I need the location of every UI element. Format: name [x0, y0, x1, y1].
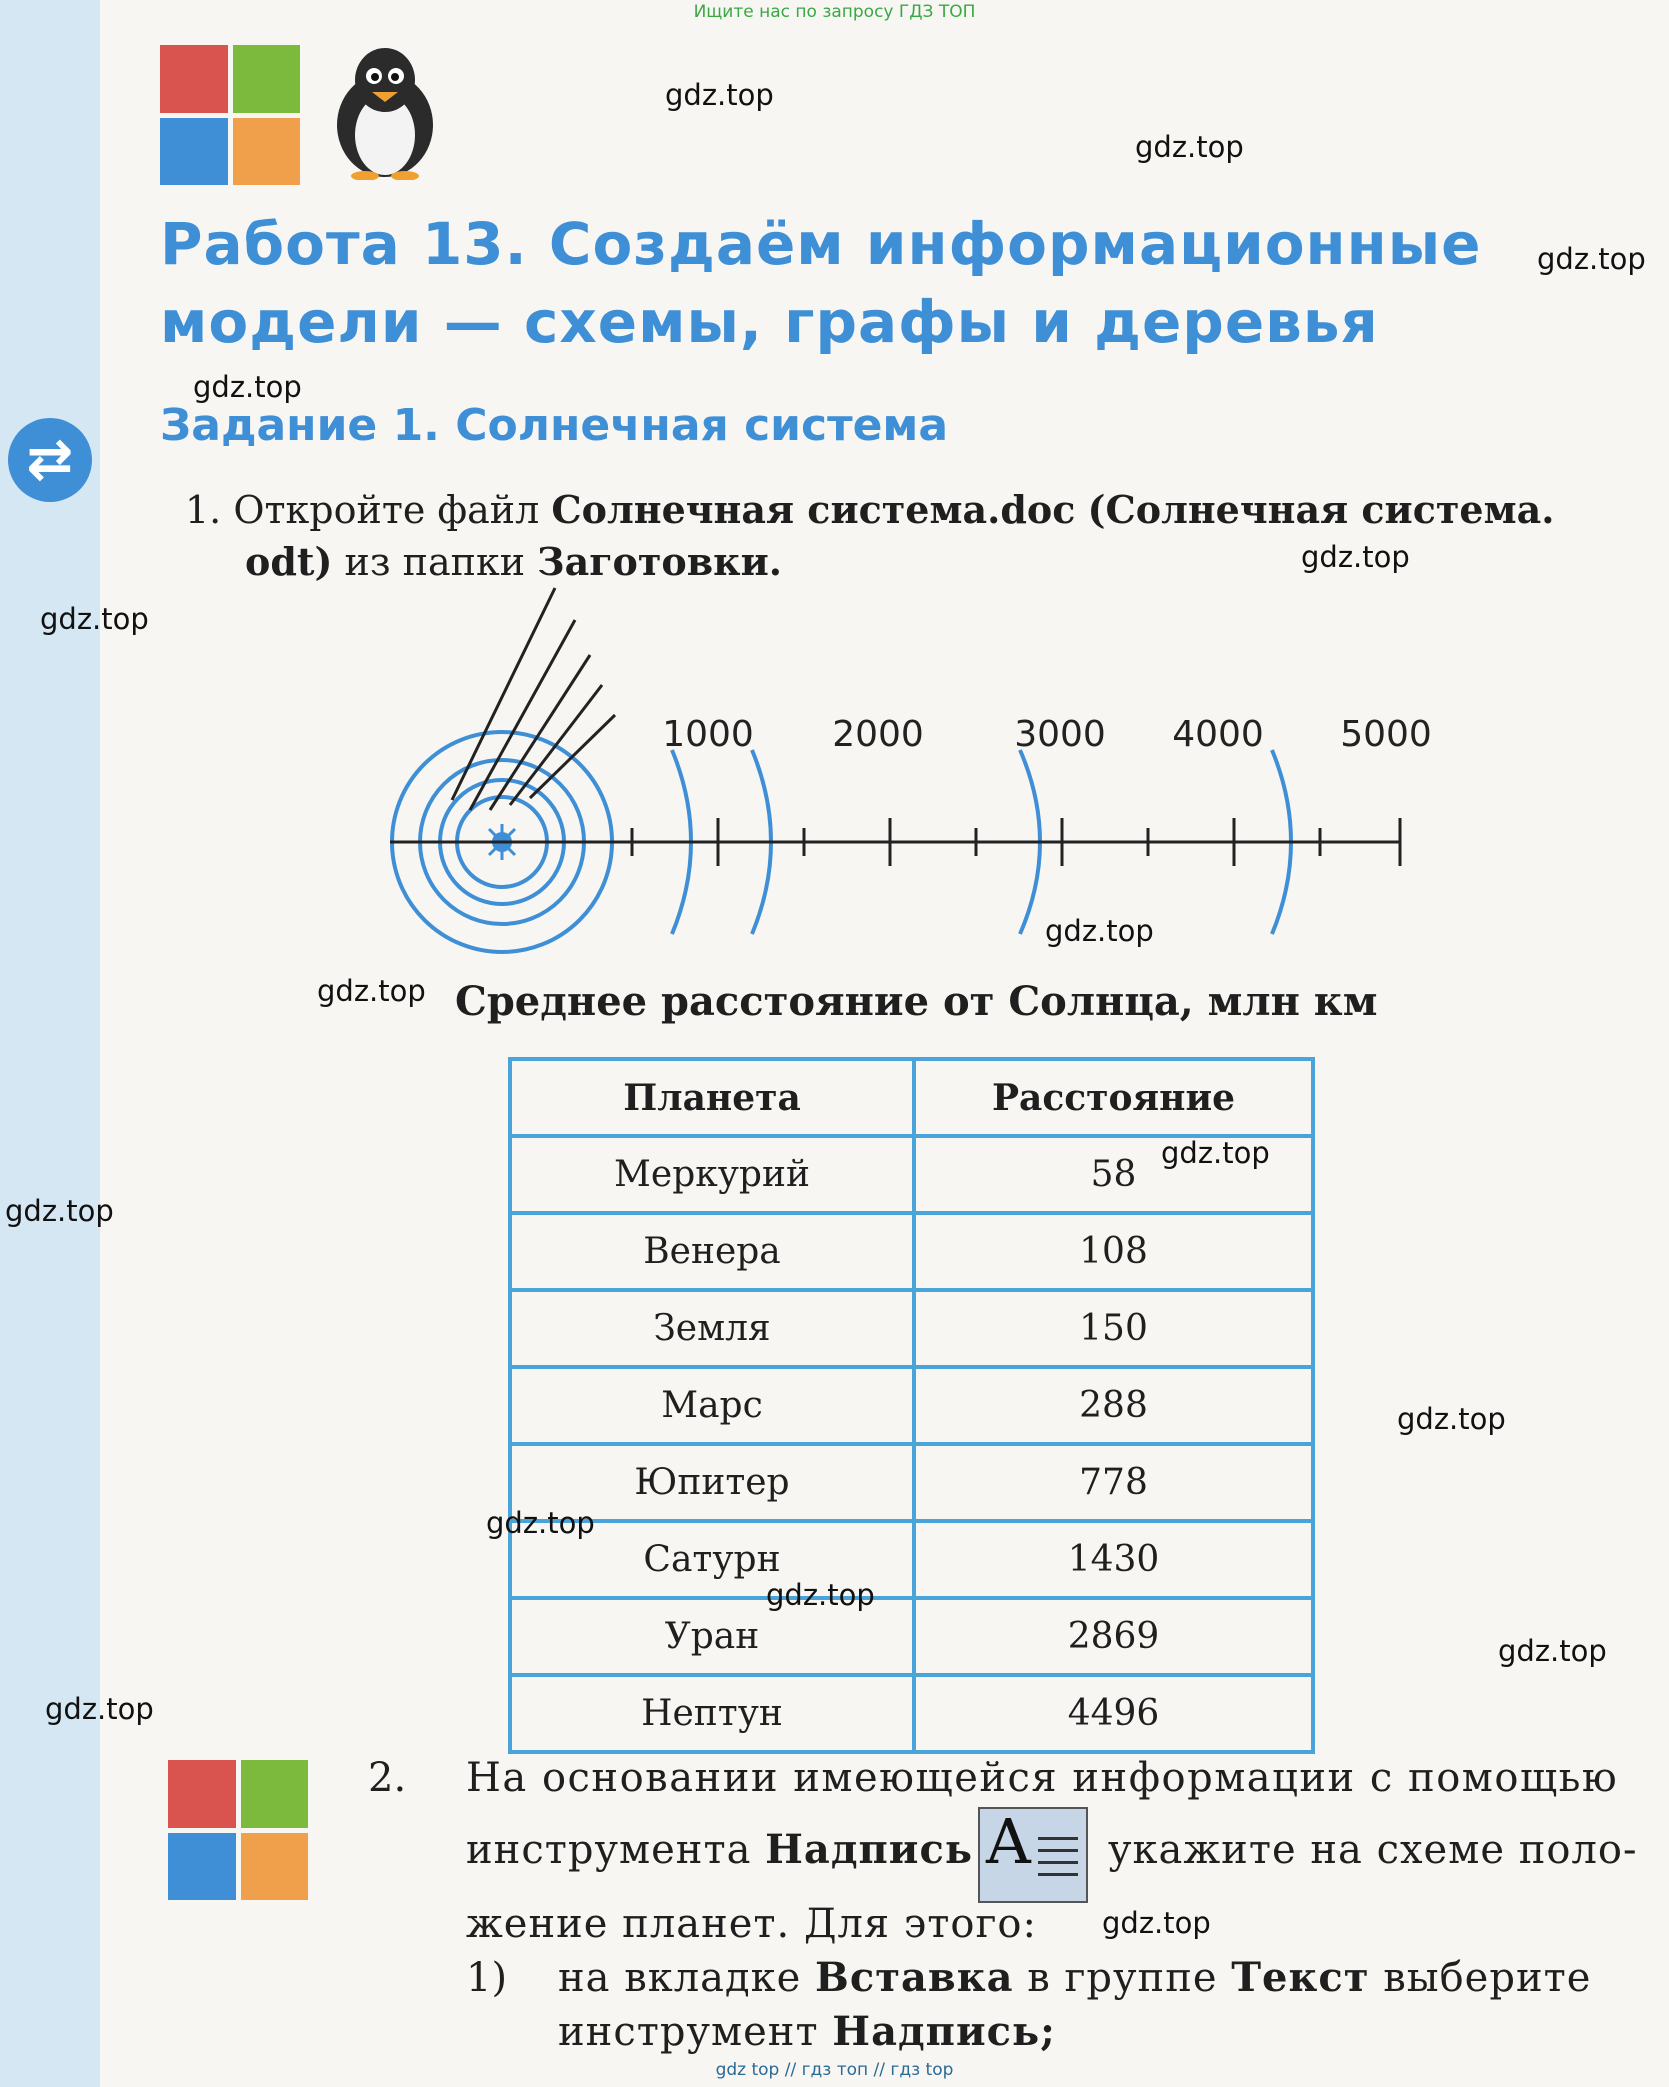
axis-label-5000: 5000 — [1340, 714, 1432, 755]
axis-label-2000: 2000 — [832, 714, 924, 755]
logo-square-red — [160, 45, 228, 113]
watermark: gdz.top — [1102, 1906, 1211, 1940]
logo-square-green — [241, 1760, 309, 1828]
watermark: gdz.top — [1135, 130, 1244, 164]
axis-label-4000: 4000 — [1172, 714, 1264, 755]
pointer-line — [510, 685, 602, 805]
step1-line2-text: из папки — [344, 540, 526, 584]
table-row — [510, 1675, 1313, 1752]
step1-line1 — [185, 484, 1554, 536]
step2-line2a — [466, 1824, 973, 1876]
solar-system-diagram — [380, 580, 1460, 960]
table-row — [510, 1521, 1313, 1598]
watermark: gdz.top — [486, 1506, 595, 1540]
step2-tool-name: Надпись — [765, 1826, 973, 1873]
watermark: gdz.top — [1498, 1634, 1607, 1668]
planet-name: Юпитер — [510, 1444, 914, 1521]
sub-line1-b: в группе — [1027, 1955, 1218, 2001]
axis-label-3000: 3000 — [1014, 714, 1106, 755]
sub-line1-c: выберите — [1383, 1955, 1592, 2001]
planet-name: Марс — [510, 1367, 914, 1444]
tool-letter: A — [986, 1805, 1031, 1878]
text-box-tool-icon[interactable] — [978, 1807, 1088, 1903]
axis-label-1000: 1000 — [662, 714, 754, 755]
bottom-note[interactable]: gdz top // гдз топ // гдз top — [715, 2060, 954, 2080]
table-row — [510, 1444, 1313, 1521]
watermark: gdz.top — [193, 370, 302, 404]
watermark: gdz.top — [1301, 540, 1410, 574]
logo-square-orange — [233, 118, 301, 186]
watermark: gdz.top — [5, 1194, 114, 1228]
table-row — [510, 1598, 1313, 1675]
planet-distance: 2869 — [914, 1598, 1313, 1675]
watermark: gdz.top — [1045, 914, 1154, 948]
planet-name: Земля — [510, 1290, 914, 1367]
planet-name: Нептун — [510, 1675, 914, 1752]
page-title-line2: модели — схемы, графы и деревья — [160, 288, 1379, 356]
step1-folder: Заготовки. — [537, 539, 782, 584]
left-margin-strip — [0, 0, 100, 2087]
task-title: Задание 1. Солнечная система — [160, 400, 949, 451]
planet-name: Венера — [510, 1213, 914, 1290]
planet-distance: 58 — [914, 1136, 1313, 1213]
sub-line2-bold: Надпись; — [832, 2008, 1056, 2055]
watermark: gdz.top — [1397, 1402, 1506, 1436]
logo-square-blue — [168, 1833, 236, 1901]
step1-number: 1. — [185, 488, 222, 532]
penguin-icon — [320, 40, 450, 180]
step2-sub-line2 — [558, 2006, 1056, 2058]
watermark: gdz.top — [766, 1578, 875, 1612]
logo-square-blue — [160, 118, 228, 186]
swap-arrows-icon[interactable]: ⇄ — [8, 418, 92, 502]
step1-text-a: Откройте файл — [233, 488, 540, 532]
planet-distance: 778 — [914, 1444, 1313, 1521]
column-header-planet: Планета — [510, 1059, 914, 1136]
step2-line2b: укажите на схеме поло- — [1108, 1827, 1638, 1873]
step2-sub-line1 — [558, 1952, 1591, 2004]
table-row — [510, 1213, 1313, 1290]
watermark: gdz.top — [665, 78, 774, 112]
watermark: gdz.top — [1161, 1136, 1270, 1170]
sub-line2-a: инструмент — [558, 2009, 819, 2055]
planet-name: Сатурн — [510, 1521, 914, 1598]
step2-number: 2. — [368, 1755, 407, 1801]
logo-square-green — [233, 45, 301, 113]
step2-sub-number: 1) — [466, 1955, 508, 2001]
watermark: gdz.top — [45, 1692, 154, 1726]
watermark: gdz.top — [1537, 242, 1646, 276]
watermark: gdz.top — [317, 974, 426, 1008]
step1-file-name: Солнечная система.doc — [551, 487, 1076, 532]
logo-square-red — [168, 1760, 236, 1828]
table-row — [510, 1367, 1313, 1444]
planet-distance: 4496 — [914, 1675, 1313, 1752]
logo-square-orange — [241, 1833, 309, 1901]
planet-name: Уран — [510, 1598, 914, 1675]
sub-line1-bold1: Вставка — [815, 1954, 1014, 2001]
table-row — [510, 1290, 1313, 1367]
step1-odt: odt) — [245, 539, 333, 584]
top-note[interactable]: Ищите нас по запросу ГДЗ ТОП — [693, 2, 976, 22]
planet-name: Меркурий — [510, 1136, 914, 1213]
planet-distance: 288 — [914, 1367, 1313, 1444]
step2-line3: жение планет. Для этого: — [466, 1901, 1037, 1947]
planet-distance: 1430 — [914, 1521, 1313, 1598]
column-header-distance: Расстояние — [914, 1059, 1313, 1136]
step2-line1: На основании имеющейся информации с помощью — [466, 1755, 1619, 1801]
page-title-line1: Работа 13. Создаём информационные — [160, 210, 1482, 278]
step1-text-b: (Солнечная система. — [1087, 487, 1555, 532]
colored-squares-logo-bottom — [168, 1760, 308, 1900]
watermark: gdz.top — [40, 602, 149, 636]
planet-distance: 150 — [914, 1290, 1313, 1367]
sub-line1-bold2: Текст — [1231, 1954, 1370, 2001]
sub-line1-a: на вкладке — [558, 1955, 802, 2001]
step2-line2-text-a: инструмента — [466, 1827, 752, 1873]
colored-squares-logo — [160, 45, 300, 185]
diagram-caption: Среднее расстояние от Солнца, млн км — [455, 978, 1378, 1025]
planet-distance: 108 — [914, 1213, 1313, 1290]
table-header-row — [510, 1059, 1313, 1136]
